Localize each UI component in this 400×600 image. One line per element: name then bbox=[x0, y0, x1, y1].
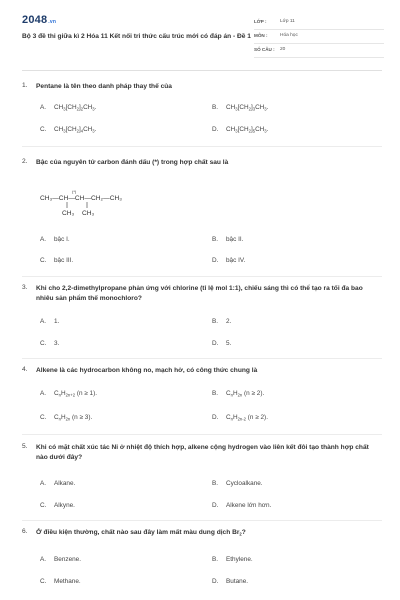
meta-value: Hóa học bbox=[280, 33, 298, 38]
answer-option[interactable]: B. $C_nH_{2n}$ (n ≥ 2). bbox=[212, 390, 265, 398]
question-text: Bậc của nguyên tử carbon đánh dấu (*) trong hợp chất sau là bbox=[36, 159, 229, 166]
meta-key: MÔN : bbox=[254, 33, 268, 38]
meta-value: Lớp 11 bbox=[280, 19, 295, 24]
answer-option[interactable]: D. 5. bbox=[212, 340, 232, 347]
question-separator bbox=[22, 276, 382, 277]
meta-row-subject bbox=[254, 30, 384, 44]
answer-option[interactable]: A. $CH_3[CH_2]_2CH_3$. bbox=[40, 104, 97, 112]
question-text: Khi có mặt chất xúc tác Ni ở nhiệt độ thích hợp, alkene cộng hydrogen vào liên kết đôi tạo thành hợp chất nào dưới đây? bbox=[36, 444, 369, 461]
structural-formula bbox=[40, 186, 180, 226]
header-divider bbox=[22, 70, 382, 71]
answer-option[interactable]: B. Cycloalkane. bbox=[212, 480, 263, 487]
question-separator bbox=[22, 358, 382, 359]
page-header bbox=[22, 12, 382, 64]
question-separator bbox=[22, 434, 382, 435]
question-text: Khi cho 2,2-dimethylpropane phản ứng với chlorine (tỉ lệ mol 1:1), chiếu sáng thì có thể tạo ra tối đa bao nhiêu sản phẩm thế monochloro? bbox=[36, 285, 363, 302]
answer-option[interactable]: A. 1. bbox=[40, 318, 60, 325]
question-text: Ở điều kiện thường, chất nào sau đây làm mất màu dung dịch $Br_2$? bbox=[36, 529, 246, 537]
answer-option[interactable]: A. bậc I. bbox=[40, 236, 70, 243]
question-number: 2. bbox=[22, 158, 28, 165]
answer-option[interactable]: C. Alkyne. bbox=[40, 502, 75, 509]
meta-row-count bbox=[254, 44, 384, 58]
answer-option[interactable]: A. Alkane. bbox=[40, 480, 76, 487]
question-number: 5. bbox=[22, 443, 28, 450]
question-text: Alkene là các hydrocarbon không no, mạch hở, có công thức chung là bbox=[36, 367, 258, 374]
answer-option[interactable]: D. $CH_3[CH_2]_5CH_3$. bbox=[212, 126, 269, 134]
answer-option[interactable]: C. bậc III. bbox=[40, 257, 74, 264]
answer-option[interactable]: C. 3. bbox=[40, 340, 60, 347]
question-number: 3. bbox=[22, 284, 28, 291]
site-logo[interactable]: 2048.vn bbox=[22, 14, 57, 26]
answer-option[interactable]: B. Ethylene. bbox=[212, 556, 253, 563]
answer-option[interactable]: C. $C_nH_{2n}$ (n ≥ 3). bbox=[40, 414, 93, 422]
meta-row-class bbox=[254, 16, 384, 30]
answer-option[interactable]: B. bậc II. bbox=[212, 236, 244, 243]
meta-value: 20 bbox=[280, 47, 286, 52]
exam-title: Bộ 3 đề thi giữa kì 2 Hóa 11 Kết nối tri thức cấu trúc mới có đáp án - Đề 1 bbox=[22, 33, 251, 40]
answer-option[interactable]: B. 2. bbox=[212, 318, 232, 325]
meta-key: LỚP : bbox=[254, 19, 267, 24]
answer-option[interactable]: B. $CH_3[CH_2]_3CH_3$. bbox=[212, 104, 269, 112]
question-number: 6. bbox=[22, 528, 28, 535]
exam-meta bbox=[254, 16, 384, 58]
branch-methyl: CH₃ bbox=[62, 210, 75, 217]
star-mark: (*) bbox=[72, 189, 77, 194]
answer-option[interactable]: A. Benzene. bbox=[40, 556, 82, 563]
structural-formula-drawing bbox=[40, 186, 180, 226]
answer-option[interactable]: C. $CH_3[CH_2]_4CH_3$. bbox=[40, 126, 97, 134]
meta-key: SỐ CÂU : bbox=[254, 47, 275, 52]
branch-methyl: CH₃ bbox=[82, 210, 95, 217]
answer-option[interactable]: D. $C_nH_{2n-2}$ (n ≥ 2). bbox=[212, 414, 268, 422]
answer-option[interactable]: A. $C_nH_{2n+2}$ (n ≥ 1). bbox=[40, 390, 98, 398]
answer-option[interactable]: D. Butane. bbox=[212, 578, 249, 585]
answer-option[interactable]: C. Methane. bbox=[40, 578, 81, 585]
main-chain: CH₃—CH—CH—CH₂—CH₃ bbox=[40, 195, 122, 202]
question-number: 1. bbox=[22, 82, 28, 89]
question-number: 4. bbox=[22, 366, 28, 373]
question-separator bbox=[22, 146, 382, 147]
answer-option[interactable]: D. bậc IV. bbox=[212, 257, 246, 264]
question-text: Pentane là tên theo danh pháp thay thế của bbox=[36, 83, 172, 90]
answer-option[interactable]: D. Alkene lớn hơn. bbox=[212, 502, 272, 509]
question-separator bbox=[22, 520, 382, 521]
